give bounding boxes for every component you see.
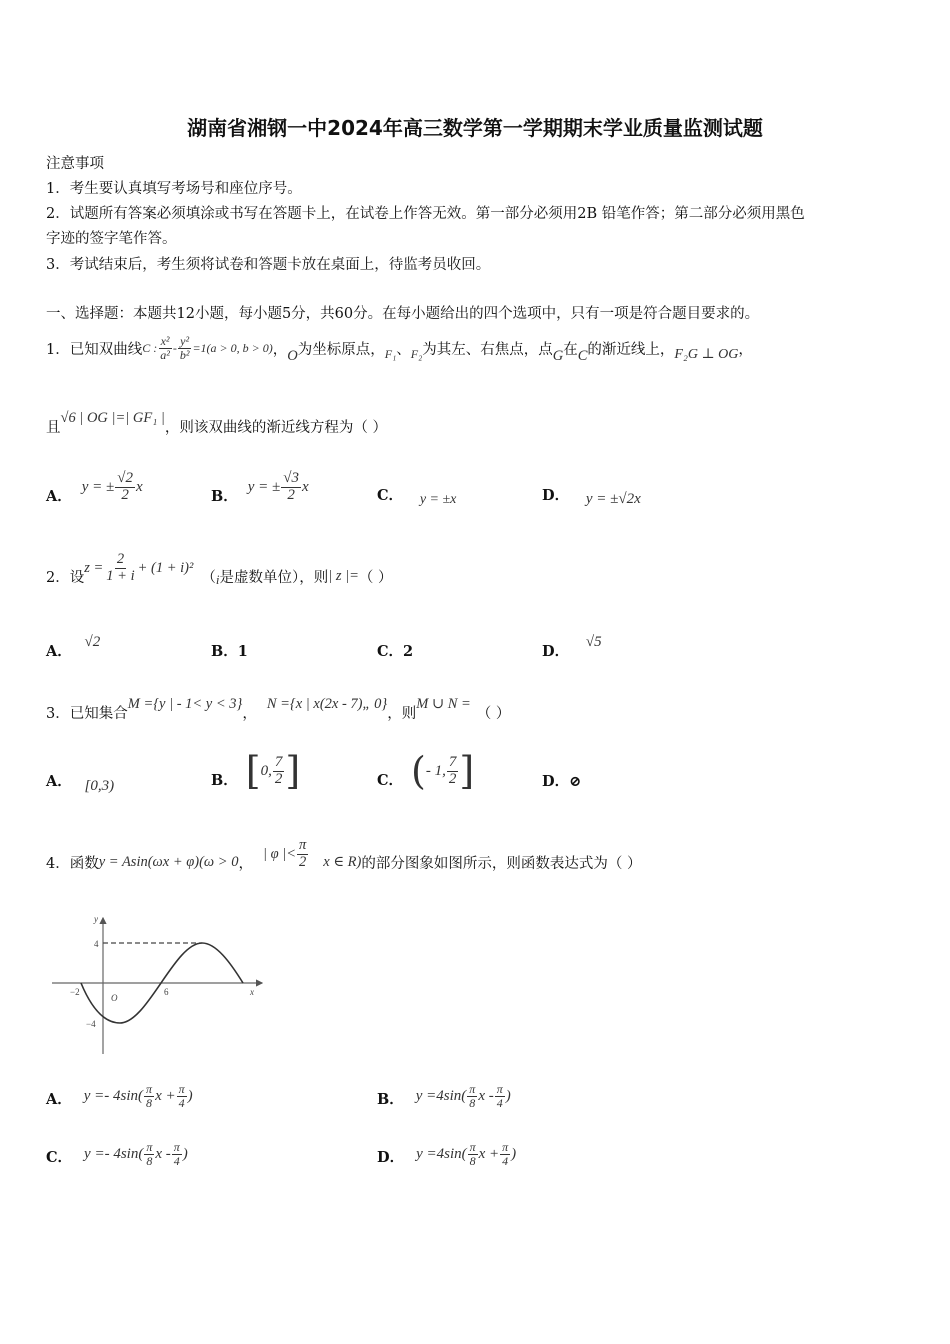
question-4: 4．函数 y = Asin(ωx + φ)(ω > 0 ， | φ |< $\frac{\pi}{2}$ x ∈ R) 的部分图象如图所示，则函数表达式为（ ） xyxy=(46,837,642,872)
notice-item-3: 3．考试结束后，考生须将试卷和答题卡放在桌面上，待监考员收回。 xyxy=(46,257,491,273)
q3-option-a[interactable]: A． [0,3) xyxy=(46,773,115,794)
q1-option-d[interactable]: D． y = ±√2x xyxy=(542,487,641,507)
q4-option-b[interactable]: B． y =4sin( $\frac{\pi}{8}$ x - $\frac{\pi}{4}$ ) xyxy=(377,1081,511,1110)
q1-origin: O xyxy=(287,347,298,364)
q1-prefix: 1．已知双曲线 xyxy=(46,341,143,358)
q1-frac-x: $\frac{\text{x²}}{\text{a²}}$ xyxy=(160,333,170,362)
q1-curve-label: C : xyxy=(142,340,158,355)
q1-frac-y: $\frac{\text{y²}}{\text{b²}}$ xyxy=(179,333,190,362)
graph-tick-neg4: −4 xyxy=(86,1019,96,1029)
page-title: 湖南省湘钢一中2024年高三数学第一学期期末学业质量监测试题 xyxy=(187,116,763,140)
notice-item-1: 1．考生要认真填写考场号和座位序号。 xyxy=(46,181,302,197)
q3-option-c[interactable]: C． ( - 1, $\frac{7}{2}$ ] xyxy=(377,749,475,793)
q1-option-a[interactable]: A． y = ± $\frac{√2}{2}$ x xyxy=(46,469,143,505)
graph-x-label: x xyxy=(250,987,254,997)
q4-option-a[interactable]: A． y =- 4sin( $\frac{\pi}{8}$ x + $\frac{\pi}{4}$ ) xyxy=(46,1081,193,1110)
section-heading: 一、选择题：本题共12小题，每小题5分，共60分。在每小题给出的四个选项中，只有一项是符合题目要求的。 xyxy=(46,306,760,322)
q1-condition-2: √6 | OG |=| GF₁ | xyxy=(60,409,165,426)
q1-point-g: G xyxy=(552,347,564,364)
question-1: 1．已知双曲线 C : $\frac{\text{x²}}{\text{a²}}$ - $\frac{\text{y²}}{\text{b²}}$ =1(a > 0, b > 0) ， O 为坐标原点， F₁ 、 F₂ 为其左、右焦点，点 G 在 C 的渐近线上， F₂G ⊥ OG ， xyxy=(46,333,753,364)
q1-f1: F₁ xyxy=(384,346,397,361)
q1-option-c[interactable]: C． y = ±x xyxy=(377,487,457,507)
q1-f2: F₂ xyxy=(410,346,423,361)
question-2: 2．设 z = $\frac{2}{1 + i}$ + (1 + i)² （ i 是虚数单位），则 | z |= （ ） xyxy=(46,551,393,587)
notice-item-2-line-1: 2．试题所有答案必须填涂或书写在答题卡上，在试卷上作答无效。第一部分必须用2B 铅笔作答；第二部分必须用黑色 xyxy=(46,206,805,222)
question-3: 3．已知集合 M ={y | - 1< y < 3} ， N ={x | x(2x - 7)„ 0} ，则 M ∪ N = （ ） xyxy=(46,695,511,722)
q3-set-m: M ={y | - 1< y < 3} xyxy=(127,695,243,712)
q4-function: y = Asin(ωx + φ)(ω > 0 xyxy=(98,853,239,870)
graph-y-label: y xyxy=(94,914,98,924)
question-1-line-2: 且 √6 | OG |=| GF₁ | ，则该双曲线的渐近线方程为（ ） xyxy=(46,409,387,436)
q4-option-d[interactable]: D． y =4sin( $\frac{\pi}{8}$ x + $\frac{\pi}{4}$ ) xyxy=(377,1139,517,1168)
notice-heading: 注意事项 xyxy=(46,156,104,172)
q2-option-a[interactable]: A． √2 xyxy=(46,634,101,660)
q4-function-graph xyxy=(48,912,268,1062)
q1-option-b[interactable]: B． y = ± $\frac{√3}{2}$ x xyxy=(211,469,309,505)
graph-tick-6: 6 xyxy=(164,987,169,997)
graph-tick-neg2: −2 xyxy=(70,987,80,997)
q3-option-b[interactable]: B． [ 0, $\frac{7}{2}$ ] xyxy=(211,749,301,793)
graph-origin: O xyxy=(111,993,118,1003)
q1-perpendicular: F₂G ⊥ OG xyxy=(674,346,739,362)
q2-option-b[interactable]: B．1 xyxy=(211,643,248,660)
q4-option-c[interactable]: C． y =- 4sin( $\frac{\pi}{8}$ x - $\frac{\pi}{4}$ ) xyxy=(46,1139,188,1168)
q2-option-d[interactable]: D． √5 xyxy=(542,634,602,660)
graph-tick-4: 4 xyxy=(94,939,99,949)
q3-union: M ∪ N = xyxy=(416,695,471,712)
q3-set-n: N ={x | x(2x - 7)„ 0} xyxy=(266,695,388,712)
q1-condition: =1(a > 0, b > 0) xyxy=(192,340,273,355)
q2-option-c[interactable]: C．2 xyxy=(377,643,414,660)
q3-option-d[interactable]: D．⊘ xyxy=(542,773,582,790)
q1-curve-c: C xyxy=(577,347,588,364)
notice-item-2-line-2: 字迹的签字笔作答。 xyxy=(46,231,177,247)
